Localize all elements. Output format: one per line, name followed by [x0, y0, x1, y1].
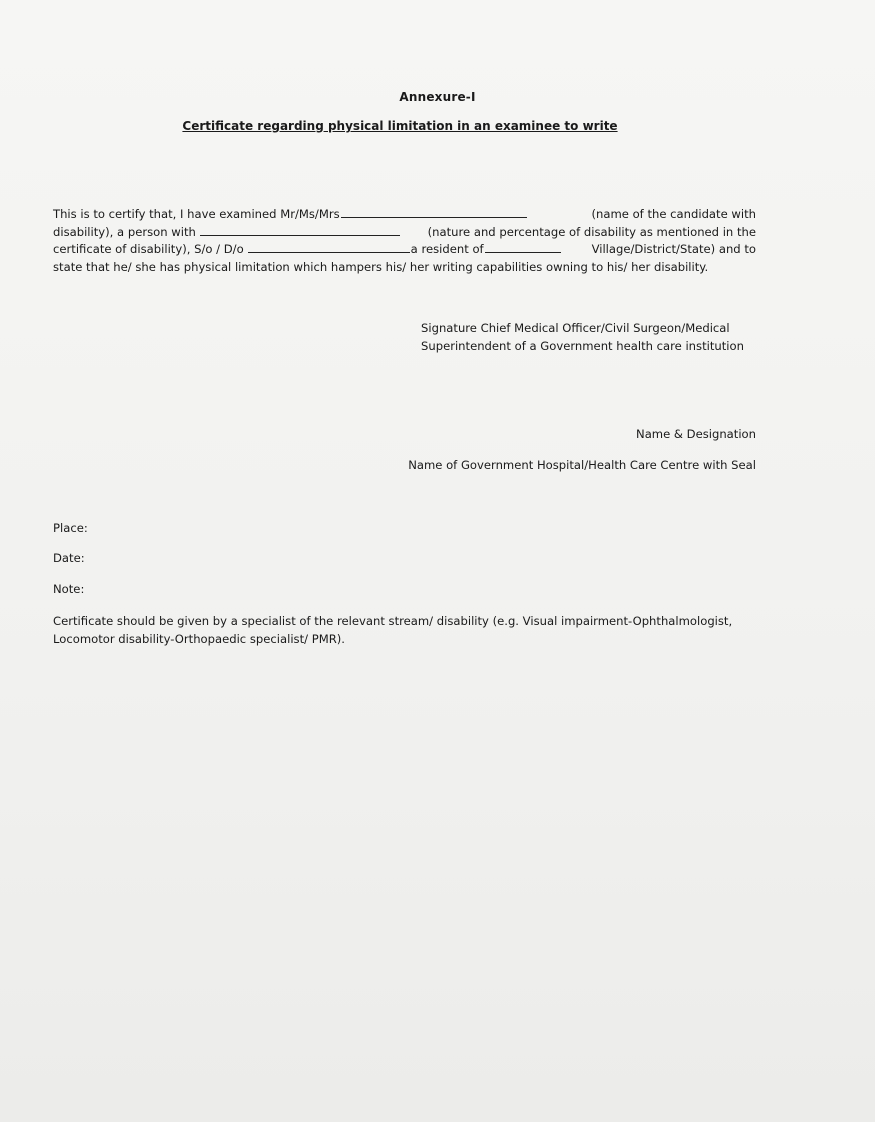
note-label: Note: — [53, 582, 85, 596]
body-text: a resident of — [410, 242, 484, 256]
hospital-seal-label: Name of Government Hospital/Health Care Centre with Seal — [408, 458, 756, 472]
body-line-3 — [53, 241, 756, 259]
body-text: (name of the candidate with — [591, 207, 756, 221]
candidate-name-blank — [341, 217, 527, 218]
body-text: This is to certify that, I have examined Mr/Ms/Mrs — [53, 207, 340, 221]
body-text: disability), a person with — [53, 224, 196, 239]
signature-text: Superintendent of a Government health care institution — [421, 338, 744, 353]
note-text: Certificate should be given by a specialist of the relevant stream/ disability (e.g. Visual impairment-Ophthalmologist, Locomotor disability-Orthopaedic specialist/ PMR). — [53, 614, 733, 646]
body-text: state that he/ she has physical limitation which hampers his/ her writing capabilities owning to his/ her disability. — [53, 259, 709, 274]
signature-block — [421, 320, 756, 355]
body-text: certificate of disability), S/o / D/o — [53, 242, 244, 256]
date-label: Date: — [53, 551, 85, 565]
signature-text: Signature Chief Medical Officer/Civil Surgeon/Medical — [421, 321, 730, 335]
certificate-title: Certificate regarding physical limitation in an examinee to write — [182, 119, 618, 133]
certificate-body — [53, 206, 756, 276]
residence-blank — [485, 252, 561, 253]
name-designation-label: Name & Designation — [636, 427, 756, 441]
annexure-heading: Annexure-I — [399, 90, 476, 104]
body-line-2 — [53, 224, 756, 242]
place-label: Place: — [53, 521, 88, 535]
signature-line-2 — [421, 338, 756, 356]
body-text: Village/District/State) and to — [591, 242, 756, 256]
disability-nature-blank — [200, 235, 400, 236]
body-line-1 — [53, 206, 756, 224]
parent-name-blank — [248, 252, 410, 253]
body-line-4 — [53, 259, 756, 277]
signature-line-1 — [421, 320, 756, 338]
body-text: (nature and percentage of disability as mentioned in the — [427, 224, 756, 239]
